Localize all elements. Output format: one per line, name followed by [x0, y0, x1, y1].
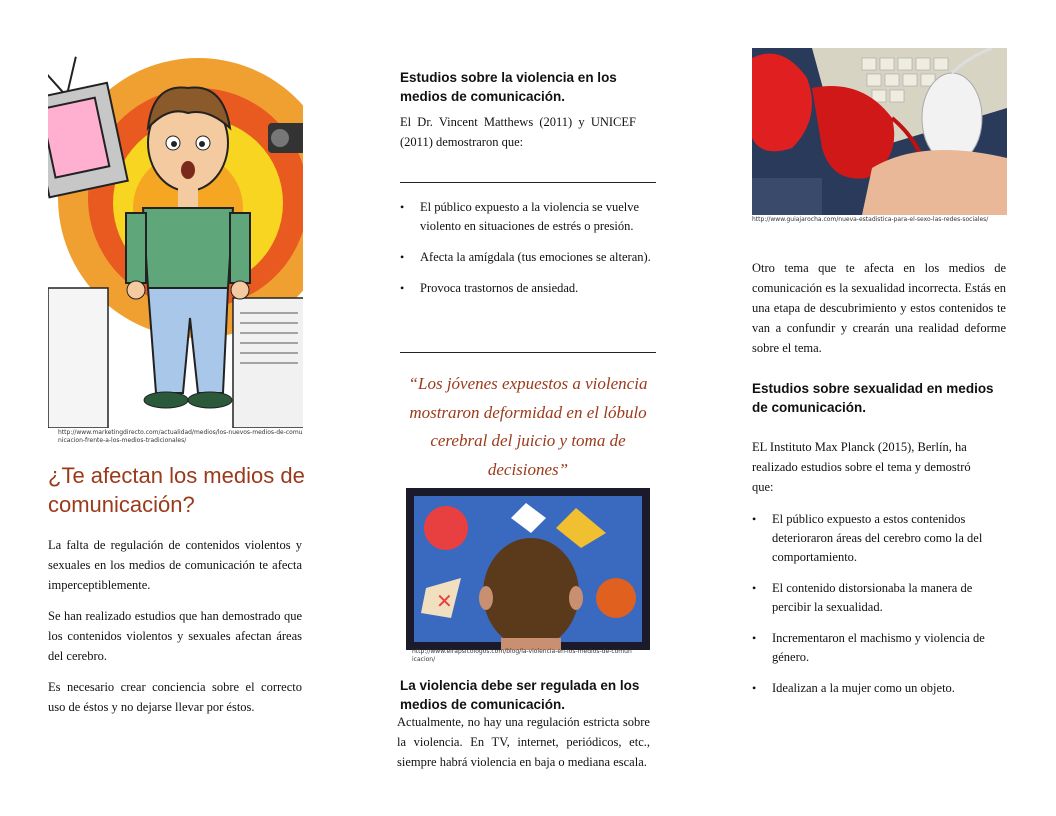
list-item: • El contenido distorsionaba la manera de percibir la sexualidad. — [752, 579, 1002, 617]
sexuality-media-image — [752, 48, 1007, 215]
bra-on-keyboard-mouse-icon — [752, 48, 1007, 215]
image-credit-right[interactable]: http://www.guiajarocha.com/nueva-estadistica-para-el-sexo-las-redes-sociales/ — [752, 216, 989, 223]
violence-findings-list — [400, 198, 656, 310]
left-paragraph-2: Se han realizado estudios que han demostrado que los contenidos violentos y sexuales afectan áreas del cerebro. — [48, 609, 302, 663]
pull-quote: “Los jóvenes expuestos a violencia mostraron deformidad en el lóbulo cerebral del juicio y toma de decisiones” — [408, 374, 648, 479]
child-tv-image — [406, 488, 650, 650]
svg-text:✕: ✕ — [436, 589, 453, 613]
sexuality-findings-list — [752, 510, 1002, 710]
left-paragraph-1: La falta de regulación de contenidos violentos y sexuales en los medios de comunicación te afecta imperceptiblemente. — [48, 538, 302, 592]
list-item: • El público expuesto a estos contenidos deterioraron áreas del cerebro como la del comportamiento. — [752, 510, 1002, 567]
divider-top — [400, 182, 656, 183]
list-item: • Idealizan a la mujer como un objeto. — [752, 679, 1002, 698]
violence-studies-intro: El Dr. Vincent Matthews (2011) y UNICEF (2011) demostraron que: — [400, 115, 636, 149]
left-paragraph-3: Es necesario crear conciencia sobre el correcto uso de éstos y no dejarse llevar por éstos. — [48, 680, 302, 714]
sexuality-studies-intro: EL Instituto Max Planck (2015), Berlín, ha realizado estudios sobre el tema y demostró que: — [752, 440, 971, 494]
cartoon-boy-surrounded-by-media-icon — [48, 48, 303, 428]
divider-bottom — [400, 352, 656, 353]
page-title: ¿Te afectan los medios de comunicación? — [48, 463, 305, 517]
regulation-heading: La violencia debe ser regulada en los medios de comunicación. — [400, 678, 640, 712]
list-item: • El público expuesto a la violencia se vuelve violento en situaciones de estrés o presión. — [400, 198, 656, 236]
regulation-paragraph: Actualmente, no hay una regulación estricta sobre la violencia. En TV, internet, periódicos, etc., siempre habrá violencia en baja o mediana escala. — [397, 715, 650, 769]
cartoon-boy-image — [48, 48, 303, 428]
image-credit-middle[interactable]: http://www.elrapsicologos.com/blog/la-violencia-en-los-medios-de-comunicacion/ — [412, 648, 632, 663]
child-watching-violent-tv-icon — [406, 488, 650, 650]
list-item: • Afecta la amígdala (tus emociones se alteran). — [400, 248, 656, 267]
image-credit-left[interactable]: http://www.marketingdirecto.com/actualidad/medios/los-nuevos-medios-de-comunicacion-frente-a-los-medios-tradicionales/ — [58, 429, 303, 444]
violence-studies-heading: Estudios sobre la violencia en los medios de comunicación. — [400, 70, 617, 104]
list-item: • Provoca trastornos de ansiedad. — [400, 279, 656, 298]
sexuality-paragraph: Otro tema que te afecta en los medios de comunicación es la sexualidad incorrecta. Estás en una etapa de descubrimiento y estos contenidos te van a confundir y crearán una realidad deforme sobre el tema. — [752, 261, 1006, 355]
sexuality-studies-heading: Estudios sobre sexualidad en medios de comunicación. — [752, 381, 994, 415]
list-item: • Incrementaron el machismo y violencia de género. — [752, 629, 1002, 667]
